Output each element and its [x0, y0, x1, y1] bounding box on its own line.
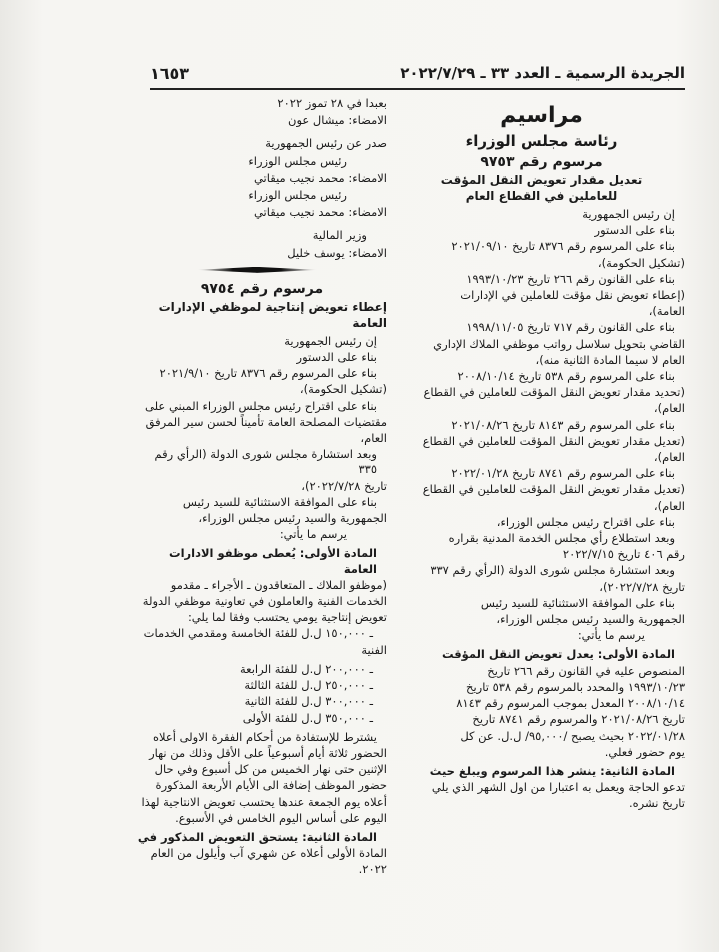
article-one-line: المادة الأولى: يُعطى موظفو الادارات العامة — [169, 546, 377, 576]
article-two-line: المادة الثانية: يستحق التعويض المذكور في — [137, 829, 377, 844]
article-two-line: ٢٠٢٢. — [358, 862, 387, 877]
article-one-line: المنصوص عليه في القانون رقم ٢٦٦ تاريخ — [487, 663, 685, 678]
article-two-line: تاريخ نشره. — [628, 796, 685, 811]
article-two-line: تدعو الحاجة ويعمل به اعتبارا من اول الشهر الذي يلي — [431, 780, 685, 795]
signature-line: الامضاء: يوسف خليل — [287, 245, 387, 260]
preamble-line: (تحديد مقدار تعويض النقل المؤقت للعاملين في القطاع — [423, 385, 685, 400]
article-one-line: تاريخ ٢٠٢١/٠٨/٢٦ والمرسوم رقم ٨٧٤١ تاريخ — [472, 712, 685, 727]
condition-line: الحضور ثلاثة أيام أسبوعياً على الأقل وذلك من نهار — [149, 745, 387, 760]
authority-heading: رئاسة مجلس الوزراء — [465, 132, 618, 150]
preamble-line: رقم ٤٠٦ تاريخ ٢٠٢٢/٧/١٥ — [562, 547, 685, 562]
article-one-line: تعويض إنتاجية يومي يحتسب وفقا لما يلي: — [187, 610, 387, 625]
preamble-line: الجمهورية والسيد رئيس مجلس الوزراء، — [496, 612, 685, 627]
rate-line: ـ ٢٠٠,٠٠٠ ل.ل للفئة الرابعة — [239, 661, 373, 676]
decree-number: مرسوم رقم ٩٧٥٣ — [480, 154, 603, 170]
signature-title: رئيس مجلس الوزراء — [248, 153, 347, 168]
preamble-line: (تعديل مقدار تعويض النقل المؤقت للعاملين في القطاع — [422, 433, 685, 448]
preamble-line: العام لا سيما المادة الثانية منه)، — [535, 352, 685, 367]
rate-line: الفنية — [361, 642, 387, 657]
preamble-line: العام)، — [653, 450, 685, 465]
preamble-line: وبعد استشارة مجلس شورى الدولة (الرأي رقم ٣٣٥ — [154, 447, 377, 477]
signature-title: رئيس مجلس الوزراء — [248, 188, 347, 203]
page-number: ١٦٥٣ — [150, 64, 190, 83]
preamble-line: بناء على اقتراح رئيس مجلس الوزراء المبني على — [145, 398, 377, 413]
preamble-line: بناء على القانون رقم ٧١٧ تاريخ ١٩٩٨/١١/٠٥ — [466, 320, 675, 335]
preamble-line: بناء على المرسوم رقم ٥٣٨ تاريخ ٢٠٠٨/١٠/١٤ — [457, 369, 675, 384]
preamble-line: مقتضيات المصلحة العامة تأميناً لحسن سير المرفق — [145, 414, 387, 429]
condition-line: حضور الموظف إضافة الى الأيام الأربعة المذكورة — [155, 778, 387, 793]
preamble-line: بناء على الموافقة الاستثنائية للسيد رئيس — [480, 595, 675, 610]
left-column — [137, 96, 387, 879]
preamble-line: بناء على المرسوم رقم ٨١٤٣ تاريخ ٢٠٢١/٠٨/٢٦ — [451, 417, 675, 432]
preamble-line: بناء على القانون رقم ٢٦٦ تاريخ ١٩٩٣/١٠/٢٣ — [466, 271, 675, 286]
condition-line: الإثنين حتى نهار الخميس من كل أسبوع وفي حال — [154, 762, 387, 777]
preamble-line: بناء على المرسوم رقم ٨٣٧٦ تاريخ ٢٠٢١/٩/١٠ — [159, 366, 377, 381]
preamble-line: العام)، — [653, 401, 685, 416]
preamble-line: (تشكيل الحكومة)، — [299, 382, 387, 397]
signature-line: الامضاء: محمد نجيب ميقاتي — [253, 205, 387, 220]
preamble-line: (تعديل مقدار تعويض النقل المؤقت للعاملين في القطاع — [422, 482, 685, 497]
rate-line: ـ ٣٥٠,٠٠٠ ل.ل للفئة الأولى — [242, 710, 373, 725]
decree-subject-line: للعاملين في القطاع العام — [465, 189, 618, 203]
article-one-line: يوم حضور فعلي. — [604, 744, 685, 759]
page-header — [150, 64, 685, 88]
preamble-line: وبعد استشارة مجلس شورى الدولة (الرأي رقم ٣٣٧ — [430, 563, 675, 578]
preamble-line: تاريخ ٢٠٢٢/٧/٢٨)، — [301, 478, 387, 493]
article-two-line: المادة الأولى أعلاه عن شهري آب وأيلول من العام — [150, 846, 387, 861]
preamble-line: العامة)، — [648, 304, 685, 319]
gazette-issue-line: الجريدة الرسمية ـ العدد ٣٣ ـ ٢٠٢٢/٧/٢٩ — [400, 64, 685, 82]
preamble-line: بناء على المرسوم رقم ٨٧٤١ تاريخ ٢٠٢٢/٠١/٢٨ — [451, 466, 675, 481]
preamble-line: تاريخ ٢٠٢٢/٧/٢٨)، — [599, 579, 685, 594]
article-two-line: المادة الثانية: ينشر هذا المرسوم ويبلغ حيث — [429, 763, 675, 778]
condition-line: اليوم على أساس اليوم الخامس في الأسبوع. — [175, 810, 387, 825]
rate-line: ـ ١٥٠,٠٠٠ ل.ل للفئة الخامسة ومقدمي الخدمات — [143, 626, 373, 641]
right-column — [398, 96, 685, 813]
article-one-line: ٢٠٢٢/٠١/٢٨ بحيث يصبح /٩٥,٠٠٠/ ل.ل. عن كل — [460, 728, 685, 743]
preamble-line: بناء على اقتراح رئيس مجلس الوزراء، — [496, 514, 675, 529]
article-one-line: ١٩٩٣/١٠/٢٣ والمحدد بالمرسوم رقم ٥٣٨ تاريخ — [466, 679, 685, 694]
decree-subject: إعطاء تعويض إنتاجية لموظفي الإدارات العامة — [158, 299, 387, 330]
rate-line: ـ ٢٥٠,٠٠٠ ل.ل للفئة الثالثة — [244, 678, 373, 693]
signature-place-date: بعبدا في ٢٨ تموز ٢٠٢٢ — [277, 96, 387, 110]
decree-subject-line: تعديل مقدار تعويض النقل المؤقت — [440, 173, 643, 187]
decree-formula: يرسم ما يأتي: — [279, 527, 347, 542]
preamble-line: (تشكيل الحكومة)، — [597, 255, 685, 270]
condition-line: أعلاه يوم الجمعة عندها يحتسب تعويض الانتاجية لهذا — [141, 794, 387, 809]
article-one-line: المادة الأولى: يعدل تعويض النقل المؤقت — [441, 647, 675, 662]
signature-issued-by: صدر عن رئيس الجمهورية — [265, 136, 387, 151]
section-divider — [197, 267, 317, 273]
preamble-line: (إعطاء تعويض نقل مؤقت للعاملين في الإدارات — [460, 288, 685, 303]
rate-line: ـ ٣٠٠,٠٠٠ ل.ل للفئة الثانية — [244, 694, 373, 709]
condition-line: يشترط للإستفادة من أحكام الفقرة الاولى أعلاه — [152, 729, 377, 744]
article-one-line: (موظفو الملاك ـ المتعاقدون ـ الأجراء ـ مقدمو — [170, 577, 387, 592]
section-title: مراسيم — [500, 103, 583, 128]
decree-number: مرسوم رقم ٩٧٥٤ — [200, 280, 324, 297]
article-one-line: الخدمات الفنية والعاملون في تعاونية موظفي الدولة — [142, 594, 387, 609]
decree-formula: يرسم ما يأتي: — [577, 628, 645, 643]
preamble-line: بناء على المرسوم رقم ٨٣٧٦ تاريخ ٢٠٢١/٠٩/١٠ — [451, 239, 675, 254]
signature-title: وزير المالية — [312, 228, 367, 243]
article-one-line: ٢٠٠٨/١٠/١٤ المعدل بموجب المرسوم رقم ٨١٤٣ — [456, 696, 685, 711]
preamble-line: العام)، — [653, 498, 685, 513]
preamble-line: إن رئيس الجمهورية — [582, 207, 675, 221]
preamble-line: الجمهورية والسيد رئيس مجلس الوزراء، — [198, 511, 387, 526]
preamble-line: وبعد استطلاع رأي مجلس الخدمة المدنية بقراره — [448, 531, 675, 546]
preamble-line: القاضي بتحويل سلاسل رواتب موظفي الملاك الإداري — [433, 336, 685, 351]
header-rule — [150, 88, 685, 90]
preamble-line: بناء على الدستور — [296, 350, 377, 365]
signature-line: الامضاء: محمد نجيب ميقاتي — [253, 170, 387, 185]
preamble-line: العام، — [360, 431, 387, 446]
preamble-line: إن رئيس الجمهورية — [284, 333, 377, 348]
signature-line: الامضاء: ميشال عون — [288, 113, 387, 128]
preamble-line: بناء على الدستور — [594, 223, 675, 238]
preamble-line: بناء على الموافقة الاستثنائية للسيد رئيس — [182, 494, 377, 509]
